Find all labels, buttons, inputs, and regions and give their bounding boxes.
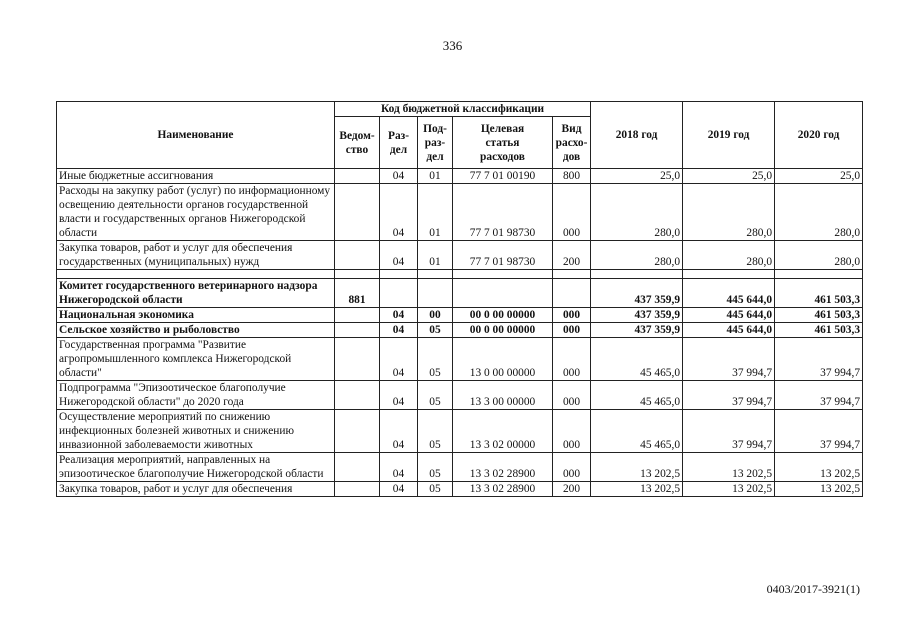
table-row [57,169,863,184]
row-2018: 437 359,9 [591,323,683,338]
row-vid [553,279,591,308]
row-vid: 200 [553,482,591,497]
row-2018: 45 465,0 [591,381,683,410]
table-row [57,279,863,308]
row-podrazdel: 05 [418,323,453,338]
row-2018: 280,0 [591,241,683,270]
table-body [57,169,863,497]
row-vedom [335,338,380,381]
row-razdel: 04 [380,453,418,482]
row-2018: 25,0 [591,169,683,184]
row-vid: 000 [553,338,591,381]
header-code-group: Код бюджетной классификации [335,102,591,117]
row-name: Иные бюджетные ассигнования [57,169,335,184]
row-razdel: 04 [380,308,418,323]
header-razdel: Раз- дел [380,117,418,169]
row-razdel: 04 [380,338,418,381]
row-vedom [335,184,380,241]
row-2018: 45 465,0 [591,338,683,381]
row-2019: 37 994,7 [683,381,775,410]
row-2019: 280,0 [683,184,775,241]
row-vedom [335,410,380,453]
row-podrazdel: 00 [418,308,453,323]
row-2020: 13 202,5 [775,453,863,482]
spacer-cell [553,270,591,279]
row-vedom [335,169,380,184]
row-vedom: 881 [335,279,380,308]
row-vid: 200 [553,241,591,270]
row-vedom [335,241,380,270]
row-razdel: 04 [380,323,418,338]
row-target: 77 7 01 00190 [453,169,553,184]
spacer-cell [380,270,418,279]
spacer-cell [775,270,863,279]
row-podrazdel: 01 [418,184,453,241]
spacer-cell [418,270,453,279]
row-2018: 45 465,0 [591,410,683,453]
budget-table [56,101,863,497]
row-2020: 461 503,3 [775,323,863,338]
header-name: Наименование [57,102,335,169]
header-target: Целевая статья расходов [453,117,553,169]
row-2020: 37 994,7 [775,338,863,381]
row-name: Подпрограмма "Эпизоотическое благополучие Нижегородской области" до 2020 года [57,381,335,410]
row-name: Расходы на закупку работ (услуг) по информационному освещению деятельности органов государственной власти и государственных органов Нижегородской области [57,184,335,241]
table-row [57,338,863,381]
row-razdel: 04 [380,381,418,410]
row-2018: 437 359,9 [591,279,683,308]
row-vid: 800 [553,169,591,184]
header-2019: 2019 год [683,102,775,169]
row-2020: 280,0 [775,184,863,241]
spacer-cell [683,270,775,279]
row-name: Национальная экономика [57,308,335,323]
row-2020: 461 503,3 [775,279,863,308]
row-target: 13 3 02 28900 [453,482,553,497]
row-podrazdel: 05 [418,338,453,381]
header-2020: 2020 год [775,102,863,169]
row-name: Комитет государственного ветеринарного надзора Нижегородской области [57,279,335,308]
header-vid: Вид расхо- дов [553,117,591,169]
row-name: Закупка товаров, работ и услуг для обеспечения государственных (муниципальных) нужд [57,241,335,270]
row-target: 13 3 00 00000 [453,381,553,410]
row-2020: 37 994,7 [775,410,863,453]
row-target: 00 0 00 00000 [453,308,553,323]
header-vedom: Ведом- ство [335,117,380,169]
row-2019: 37 994,7 [683,410,775,453]
row-target: 77 7 01 98730 [453,184,553,241]
row-name: Сельское хозяйство и рыболовство [57,323,335,338]
row-2018: 13 202,5 [591,482,683,497]
row-vedom [335,323,380,338]
document-code: 0403/2017-3921(1) [766,582,860,596]
row-2019: 13 202,5 [683,453,775,482]
row-2019: 445 644,0 [683,308,775,323]
row-name: Реализация мероприятий, направленных на эпизоотическое благополучие Нижегородской области [57,453,335,482]
row-podrazdel: 05 [418,482,453,497]
row-2020: 25,0 [775,169,863,184]
row-vedom [335,453,380,482]
row-name: Осуществление мероприятий по снижению инфекционных болезней животных и снижению инвазионной заболеваемости животных [57,410,335,453]
table-row [57,323,863,338]
row-target: 13 3 02 00000 [453,410,553,453]
row-2018: 13 202,5 [591,453,683,482]
row-vedom [335,482,380,497]
row-podrazdel: 05 [418,410,453,453]
page-number: 336 [442,38,463,53]
row-2019: 445 644,0 [683,279,775,308]
row-target: 13 0 00 00000 [453,338,553,381]
table-row [57,410,863,453]
row-name: Государственная программа "Развитие агропромышленного комплекса Нижегородской области" [57,338,335,381]
table-row [57,453,863,482]
row-2018: 280,0 [591,184,683,241]
row-2020: 461 503,3 [775,308,863,323]
row-razdel: 04 [380,184,418,241]
spacer-cell [57,270,335,279]
table-row [57,184,863,241]
row-podrazdel: 05 [418,453,453,482]
table-row [57,482,863,497]
row-razdel [380,279,418,308]
row-2018: 437 359,9 [591,308,683,323]
row-vedom [335,308,380,323]
row-2020: 13 202,5 [775,482,863,497]
row-target: 77 7 01 98730 [453,241,553,270]
row-2019: 445 644,0 [683,323,775,338]
row-vid: 000 [553,184,591,241]
row-podrazdel [418,279,453,308]
table-row [57,270,863,279]
row-2019: 280,0 [683,241,775,270]
row-vid: 000 [553,308,591,323]
table-row [57,241,863,270]
row-target: 13 3 02 28900 [453,453,553,482]
row-razdel: 04 [380,410,418,453]
row-razdel: 04 [380,169,418,184]
row-2019: 37 994,7 [683,338,775,381]
row-target: 00 0 00 00000 [453,323,553,338]
row-2019: 13 202,5 [683,482,775,497]
row-podrazdel: 05 [418,381,453,410]
row-target [453,279,553,308]
row-vid: 000 [553,453,591,482]
row-razdel: 04 [380,482,418,497]
row-vid: 000 [553,381,591,410]
row-2020: 280,0 [775,241,863,270]
spacer-cell [335,270,380,279]
header-2018: 2018 год [591,102,683,169]
row-vid: 000 [553,323,591,338]
spacer-cell [591,270,683,279]
row-2019: 25,0 [683,169,775,184]
row-podrazdel: 01 [418,241,453,270]
row-vid: 000 [553,410,591,453]
row-podrazdel: 01 [418,169,453,184]
table-row [57,308,863,323]
spacer-cell [453,270,553,279]
row-vedom [335,381,380,410]
row-razdel: 04 [380,241,418,270]
table-row [57,381,863,410]
row-2020: 37 994,7 [775,381,863,410]
row-name: Закупка товаров, работ и услуг для обеспечения [57,482,335,497]
header-podrazdel: Под- раз- дел [418,117,453,169]
